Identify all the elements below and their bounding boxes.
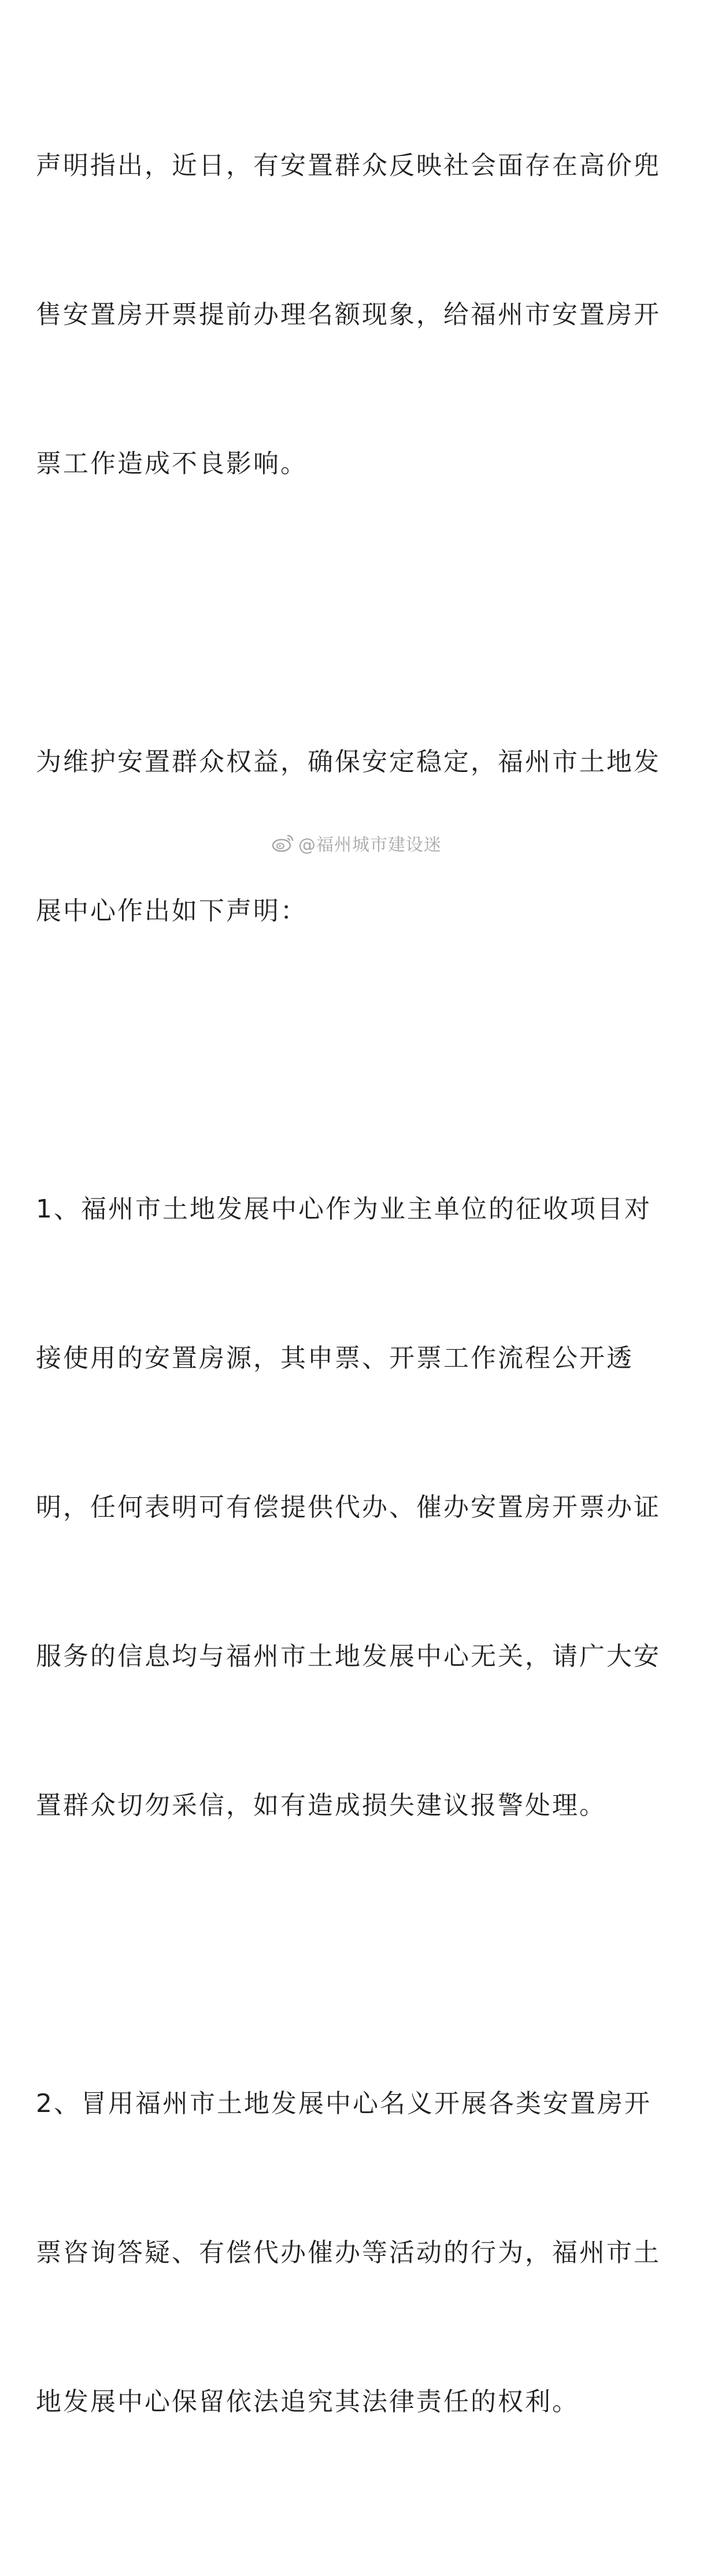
- text-line: 明，任何表明可有偿提供代办、催办安置房开票办证: [36, 1493, 661, 1522]
- text-line: 地发展中心保留依法追究其法律责任的权利。: [36, 2387, 579, 2417]
- text-line: 票工作造成不良影响。: [36, 449, 308, 478]
- article-body: [36, 42, 683, 2576]
- watermark: [272, 830, 442, 856]
- text-line: 2、冒用福州市土地发展中心名义开展各类安置房开: [36, 2089, 652, 2118]
- text-line: 票咨询答疑、有偿代办催办等活动的行为，福州市土: [36, 2238, 661, 2267]
- text-line: 服务的信息均与福州市土地发展中心无关，请广大安: [36, 1642, 661, 1671]
- text-line: 展中心作出如下声明：: [36, 896, 308, 926]
- text-line: 置群众切勿采信，如有造成损失建议报警处理。: [36, 1791, 606, 1820]
- weibo-logo-icon: [272, 833, 295, 853]
- paragraph-3: [36, 1085, 683, 1930]
- text-line: 1、福州市土地发展中心作为业主单位的征收项目对: [36, 1194, 652, 1224]
- text-line: 为维护安置群众权益，确保安定稳定，福州市土地发: [36, 747, 661, 777]
- text-line: 声明指出，近日，有安置群众反映社会面存在高价兜: [36, 151, 661, 180]
- text-line: 售安置房开票提前办理名额现象，给福州市安置房开: [36, 300, 661, 329]
- paragraph-4: [36, 1980, 683, 2526]
- paragraph-1: [36, 42, 683, 588]
- watermark-text: @福州城市建设迷: [298, 835, 442, 855]
- text-line: 接使用的安置房源，其申票、开票工作流程公开透: [36, 1343, 634, 1373]
